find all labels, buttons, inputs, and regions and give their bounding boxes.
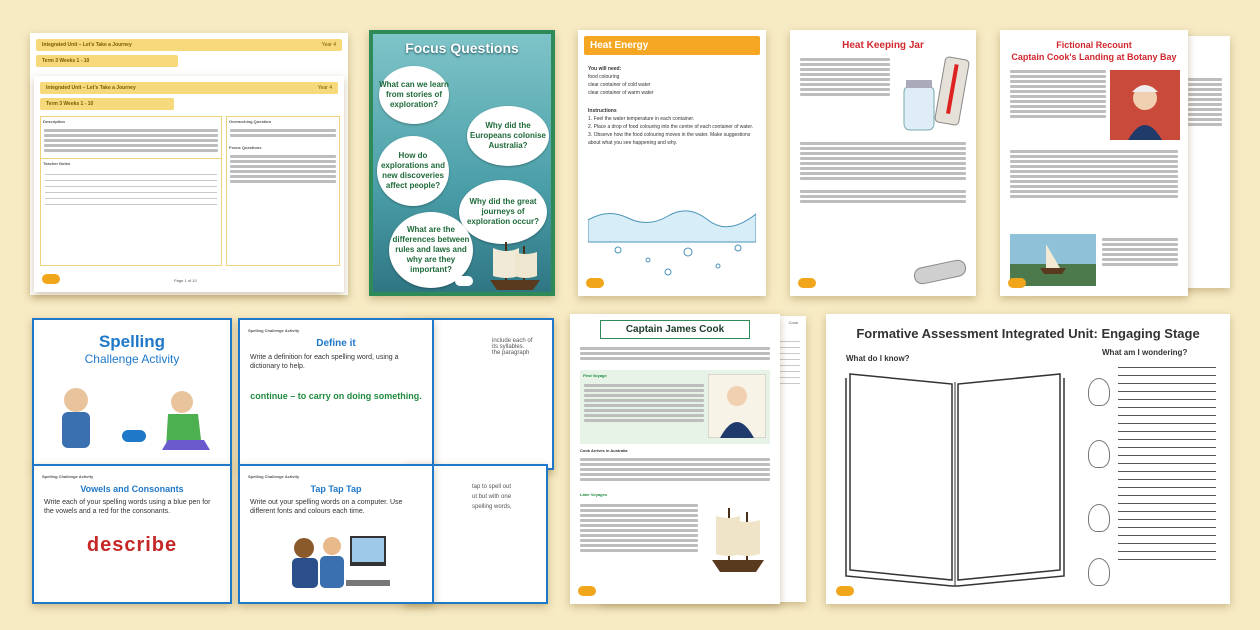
later-voyages-heading: Later Voyages: [580, 492, 608, 497]
need-item: clear container of cold water: [588, 82, 651, 88]
spelling-card-back-lower: tap to spell out ut but with one spelling words,: [404, 464, 548, 604]
cook-title: Captain James Cook: [600, 320, 750, 339]
planner-year: Year 4: [321, 42, 336, 48]
focus-questions-label: Focus Questions: [229, 145, 262, 150]
step-text: Observe how the food colouring moves in the water. Make suggestions about what you see happening and why.: [588, 132, 751, 146]
twinkl-logo: [42, 274, 60, 284]
lightbulb-icon: [1088, 558, 1110, 586]
instruction-step: 3. Observe how the food colouring moves in the water. Make suggestions about what you see happening and why.: [588, 132, 751, 146]
heat-keeping-jar-title: Heat Keeping Jar: [842, 40, 924, 51]
twinkl-logo-poster: [455, 276, 473, 286]
what-am-i-wondering-label: What am I wondering?: [1102, 348, 1188, 357]
instruction-step: 2. Place a drop of food colouring into the centre of each container of water.: [588, 124, 754, 130]
planner-term-bar-back: [36, 55, 178, 67]
tall-ship-image: [706, 502, 770, 576]
step-text: Feel the water temperature in each container.: [593, 116, 695, 122]
step-text: Place a drop of food colouring into the centre of each container of water.: [593, 124, 754, 130]
spelling-subtitle: Challenge Activity: [84, 352, 180, 366]
need-item: food colouring: [588, 74, 620, 80]
define-title: Define it: [316, 338, 356, 349]
cook-page-back: Cook: [600, 316, 806, 602]
heat-energy-title: Heat Energy: [584, 36, 760, 55]
planner-page-front: [34, 76, 344, 292]
card-label: Spelling Challenge Activity: [248, 474, 300, 479]
planner-year-front: Year 4: [317, 85, 332, 91]
lightbulb-icon: [1088, 504, 1110, 532]
planner-title-bar: [40, 82, 338, 94]
define-example: continue – to carry on doing something.: [250, 391, 422, 401]
sailing-ship-image: [485, 236, 545, 292]
planner-title: Integrated Unit – Let’s Take a Journey: [42, 42, 132, 48]
vowels-title: Vowels and Consonants: [80, 484, 184, 494]
jar-and-thermometer-image: [900, 56, 970, 136]
first-voyage-heading: First Voyage: [583, 373, 607, 378]
cook-arrives-heading: Cook Arrives in Australia: [580, 448, 628, 453]
cook-portrait-image: [708, 374, 766, 438]
question-great-journeys: Why did the great journeys of exploration occur?: [459, 180, 547, 244]
heat-keeping-jar-sheet: [790, 30, 976, 296]
question-learn-from-stories: What can we learn from stories of exploration?: [379, 66, 449, 124]
you-will-need-label: You will need:: [588, 66, 622, 72]
recount-title: Fictional Recount: [1056, 40, 1132, 50]
water-splash-image: [588, 202, 756, 282]
question-explorations-affect: How do explorations and new discoveries affect people?: [377, 136, 449, 206]
planner-title-front: Integrated Unit – Let’s Take a Journey: [46, 85, 136, 91]
poster-title: Focus Questions: [405, 40, 519, 56]
twinkl-logo-heat: [586, 278, 604, 288]
planner-title-bar-back: [36, 39, 342, 51]
tap-title: Tap Tap Tap: [310, 484, 362, 494]
need-item: clear container of warm water: [588, 90, 654, 96]
captain-james-cook-sheet: [570, 314, 780, 604]
children-thinking-image: [42, 378, 222, 458]
recount-subtitle: Captain Cook's Landing at Botany Bay: [1011, 52, 1177, 62]
formative-title: Formative Assessment Integrated Unit: Engaging Stage: [856, 326, 1200, 341]
children-computer-image: [280, 530, 390, 594]
instructions-label: Instructions: [588, 108, 617, 114]
what-do-i-know-label: What do I know?: [846, 354, 910, 363]
card-label: Spelling Challenge Activity: [42, 474, 94, 479]
spelling-card-back-mid: include each of its syllables. the paragraph: [430, 318, 554, 470]
planner-term: Term 3 Weeks 1 - 10: [42, 58, 90, 64]
heat-energy-sheet: [578, 30, 766, 296]
define-it-card: [238, 318, 434, 466]
vowels-text: Write each of your spelling words using a blue pen for the vowels and a red for the consonants.: [44, 499, 211, 515]
question-rules-and-laws: What are the differences between rules and laws and why are they important?: [389, 212, 473, 288]
teacher-notes-label: Teacher Notes: [43, 161, 71, 166]
overarching-label: Overarching Question: [229, 119, 272, 124]
lightbulb-icon: [1088, 378, 1110, 406]
vowels-consonants-card: [32, 464, 232, 604]
spelling-title-card: [32, 318, 232, 466]
planner-term-front: Term 3 Weeks 1 - 10: [46, 101, 94, 107]
twinkl-logo-recount: [1008, 278, 1026, 288]
tap-tap-tap-card: [238, 464, 434, 604]
formative-assessment-sheet: [826, 314, 1230, 604]
spelling-title: Spelling: [98, 332, 166, 351]
description-label: Description: [43, 119, 66, 124]
open-book-illustration: [842, 366, 1068, 588]
fictional-recount-sheet: [1000, 30, 1188, 296]
planner-term-bar: [40, 98, 174, 110]
tap-text: Write out your spelling words on a computer. Use different fonts and colours each time.: [250, 499, 403, 515]
lightbulb-icon: [1088, 440, 1110, 468]
twinkl-logo-jar: [798, 278, 816, 288]
card-label: Spelling Challenge Activity: [248, 328, 300, 333]
planner-page-number: Page 1 of 10: [174, 278, 197, 283]
twinkl-logo-cook: [578, 586, 596, 596]
vowels-example: describe: [86, 534, 178, 556]
captain-cook-portrait: [1110, 70, 1180, 140]
focus-questions-poster: [369, 30, 555, 296]
question-europeans-colonise: Why did the Europeans colonise Australia?: [467, 106, 549, 166]
twinkl-logo-formative: [836, 586, 854, 596]
foil-roll-image: [910, 256, 970, 286]
define-text: Write a definition for each spelling word, using a dictionary to help.: [250, 354, 399, 370]
instruction-step: 1. Feel the water temperature in each container.: [588, 116, 695, 122]
